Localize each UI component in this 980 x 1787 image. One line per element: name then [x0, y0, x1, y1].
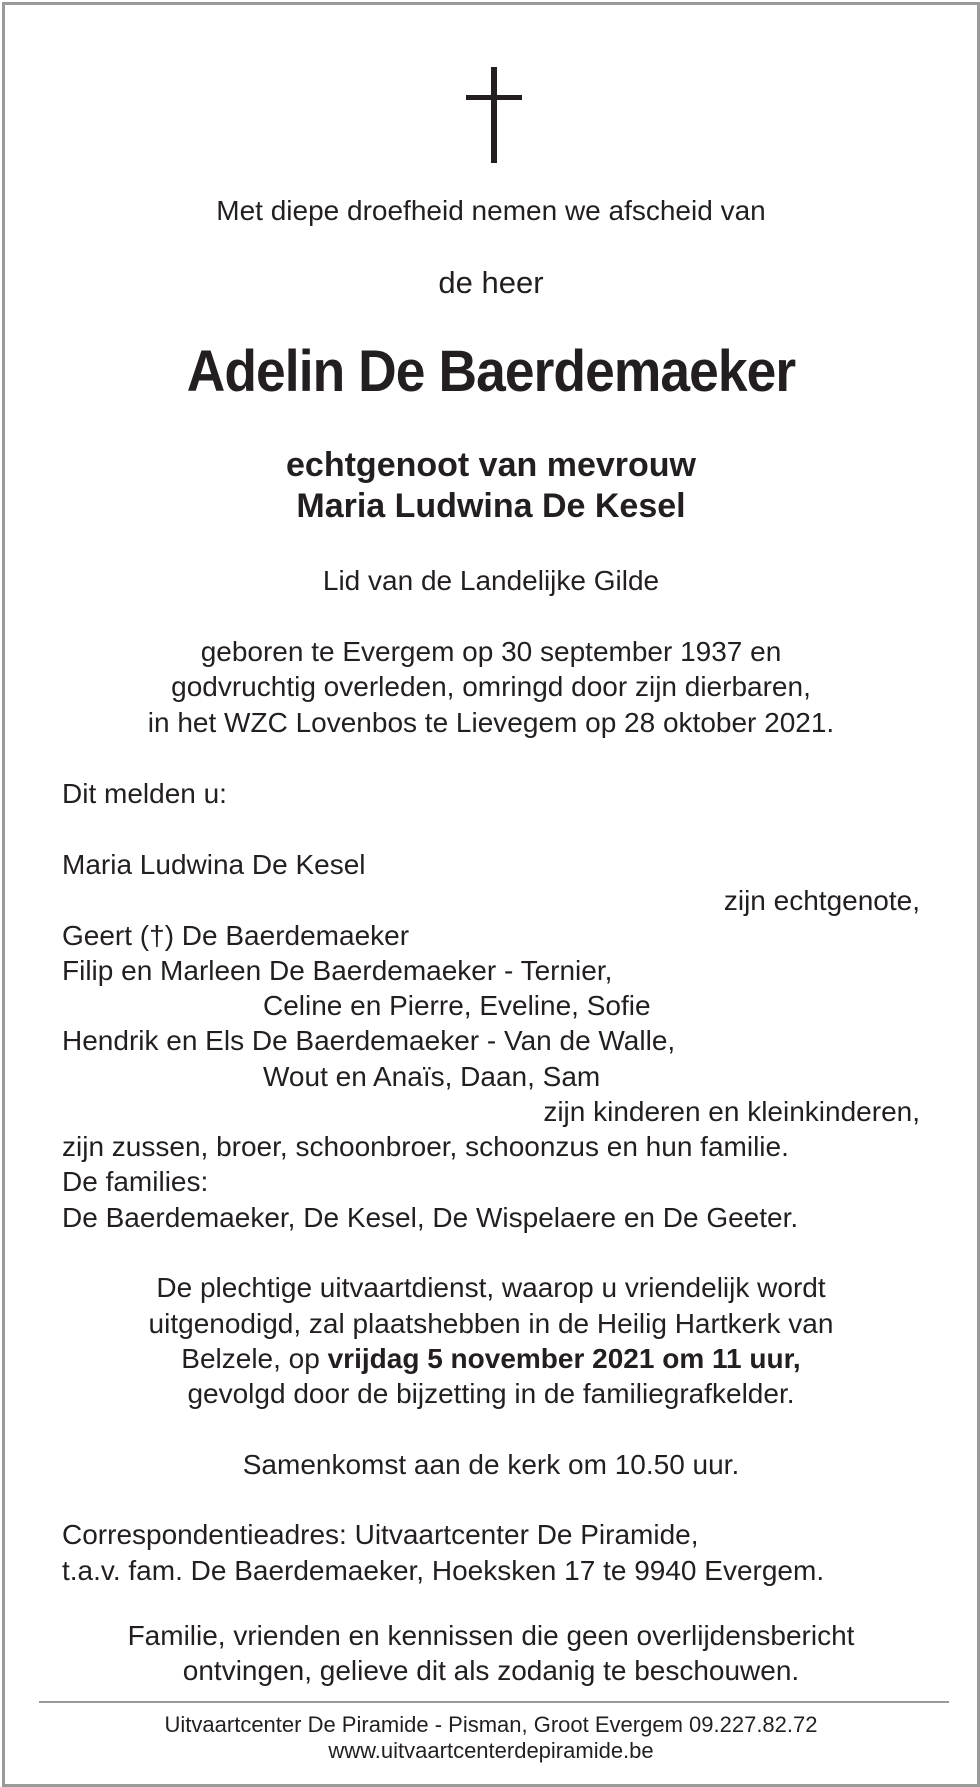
correspondence-line: Correspondentieadres: Uitvaartcenter De Piramide, [62, 1519, 699, 1550]
service-location: Belzele, op [181, 1343, 328, 1374]
siblings-line: zijn zussen, broer, schoonbroer, schoonzus en hun familie. [62, 1131, 789, 1162]
birth-death-line: godvruchtig overleden, omringd door zijn dierbaren, [171, 671, 811, 702]
title-prefix: de heer [438, 265, 544, 300]
grandchildren-line: Wout en Anaïs, Daan, Sam [263, 1061, 601, 1092]
notice-line: Familie, vrienden en kennissen die geen overlijdensbericht [127, 1620, 855, 1651]
child-line: Hendrik en Els De Baerdemaeker - Van de Walle, [62, 1025, 676, 1056]
service-line [5, 1341, 977, 1376]
service-line: uitgenodigd, zal plaatshebben in de Heilig Hartkerk van [148, 1308, 834, 1339]
footer-website: www.uitvaartcenterdepiramide.be [328, 1738, 654, 1763]
birth-death-line: in het WZC Lovenbos te Lievegem op 28 oktober 2021. [147, 707, 835, 738]
death-notice-card [2, 2, 980, 1787]
deceased-name: Adelin De Baerdemaeker [186, 339, 796, 404]
announce-intro: Dit melden u: [62, 778, 227, 809]
spouse-line-1: echtgenoot van mevrouw [286, 446, 696, 484]
child-line: Geert (†) De Baerdemaeker [62, 920, 410, 951]
intro-text: Met diepe droefheid nemen we afscheid van [216, 195, 766, 226]
service-date: vrijdag 5 november 2021 om 11 uur, [327, 1343, 801, 1374]
notice-line: ontvingen, gelieve dit als zodanig te beschouwen. [182, 1655, 800, 1686]
families-line: De Baerdemaeker, De Kesel, De Wispelaere en De Geeter. [62, 1202, 799, 1233]
correspondence-line: t.a.v. fam. De Baerdemaeker, Hoeksken 17 te 9940 Evergem. [62, 1555, 825, 1586]
spouse-line-2: Maria Ludwina De Kesel [296, 487, 686, 525]
grandchildren-line: Celine en Pierre, Eveline, Sofie [263, 990, 651, 1021]
child-line: Filip en Marleen De Baerdemaeker - Ternier, [62, 955, 613, 986]
service-line: De plechtige uitvaartdienst, waarop u vriendelijk wordt [156, 1272, 826, 1303]
gathering: Samenkomst aan de kerk om 10.50 uur. [242, 1449, 740, 1480]
footer-address: Uitvaartcenter De Piramide - Pisman, Groot Evergem 09.227.82.72 [164, 1712, 818, 1737]
cross-icon [466, 67, 522, 165]
spouse-role: zijn echtgenote, [723, 885, 920, 916]
service-line: gevolgd door de bijzetting in de familiegrafkelder. [187, 1378, 795, 1409]
birth-death-line: geboren te Evergem op 30 september 1937 en [200, 636, 782, 667]
footer-divider [39, 1701, 949, 1703]
children-role: zijn kinderen en kleinkinderen, [543, 1096, 920, 1127]
membership: Lid van de Landelijke Gilde [322, 565, 660, 596]
spouse-name: Maria Ludwina De Kesel [62, 849, 366, 880]
families-label: De families: [62, 1166, 209, 1197]
